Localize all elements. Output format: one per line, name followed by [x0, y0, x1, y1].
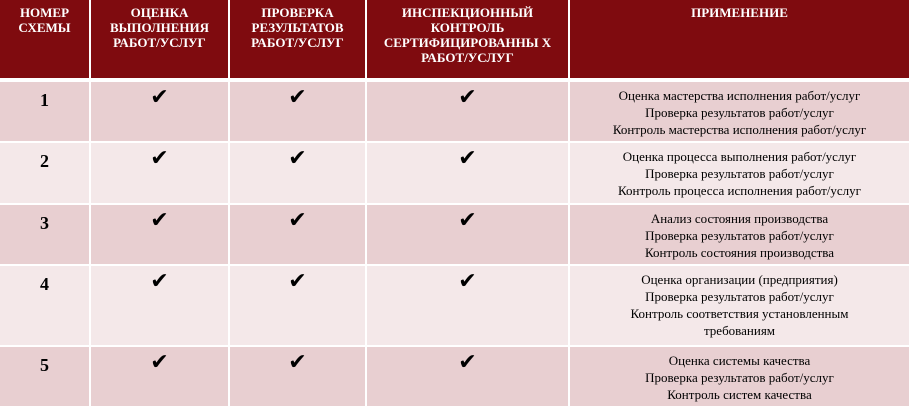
header-row: [0, 0, 909, 80]
check-icon: ✔: [366, 80, 569, 142]
application-line: Проверка результатов работ/услуг: [645, 105, 834, 120]
application-line: Проверка результатов работ/услуг: [645, 227, 834, 243]
header-inspection-control: ИНСПЕКЦИОННЫЙ КОНТРОЛЬ СЕРТИФИЦИРОВАННЫ Х РАБОТ/УСЛУГ: [366, 0, 569, 80]
application-line: Проверка результатов работ/услуг: [645, 165, 834, 181]
check-icon: ✔: [229, 265, 366, 346]
application-cell: [569, 204, 909, 266]
table-row: [0, 142, 909, 204]
check-icon: ✔: [366, 204, 569, 266]
header-scheme-number: НОМЕР СХЕМЫ: [0, 0, 90, 80]
check-icon: ✔: [229, 204, 366, 266]
application-line: Проверка результатов работ/услуг: [645, 289, 834, 305]
application-line: Анализ состояния производства: [650, 210, 829, 226]
header-application: ПРИМЕНЕНИЕ: [569, 0, 909, 80]
table-row: [0, 80, 909, 142]
application-cell: [569, 142, 909, 204]
application-cell: [569, 80, 909, 142]
check-icon: ✔: [90, 265, 229, 346]
application-line: Оценка мастерства исполнения работ/услуг: [618, 88, 861, 103]
application-line: Проверка результатов работ/услуг: [645, 370, 834, 386]
table-row: [0, 204, 909, 266]
check-icon: ✔: [229, 346, 366, 407]
header-work-evaluation: ОЦЕНКА ВЫПОЛНЕНИЯ РАБОТ/УСЛУГ: [90, 0, 229, 80]
check-icon: ✔: [90, 80, 229, 142]
check-icon: ✔: [229, 142, 366, 204]
application-line: Контроль соответствия установленным: [630, 306, 849, 322]
application-line: требованиям: [703, 323, 776, 339]
scheme-number: 5: [0, 346, 90, 407]
application-cell: [569, 346, 909, 407]
table-row: [0, 265, 909, 346]
check-icon: ✔: [366, 142, 569, 204]
application-line: Оценка процесса выполнения работ/услуг: [622, 148, 857, 164]
header-results-check: ПРОВЕРКА РЕЗУЛЬТАТОВ РАБОТ/УСЛУГ: [229, 0, 366, 80]
table-row: [0, 346, 909, 407]
check-icon: ✔: [90, 346, 229, 407]
application-line: Контроль мастерства исполнения работ/услуг: [612, 122, 867, 137]
application-cell: [569, 265, 909, 346]
application-line: Оценка системы качества: [668, 353, 811, 369]
application-line: Оценка организации (предприятия): [641, 272, 838, 288]
check-icon: ✔: [366, 265, 569, 346]
check-icon: ✔: [229, 80, 366, 142]
scheme-number: 4: [0, 265, 90, 346]
application-line: Контроль процесса исполнения работ/услуг: [617, 182, 861, 198]
scheme-number: 3: [0, 204, 90, 266]
scheme-number: 1: [0, 80, 90, 142]
check-icon: ✔: [366, 346, 569, 407]
application-line: Контроль состояния производства: [644, 244, 835, 260]
scheme-number: 2: [0, 142, 90, 204]
application-line: Контроль систем качества: [667, 387, 812, 403]
check-icon: ✔: [90, 204, 229, 266]
check-icon: ✔: [90, 142, 229, 204]
